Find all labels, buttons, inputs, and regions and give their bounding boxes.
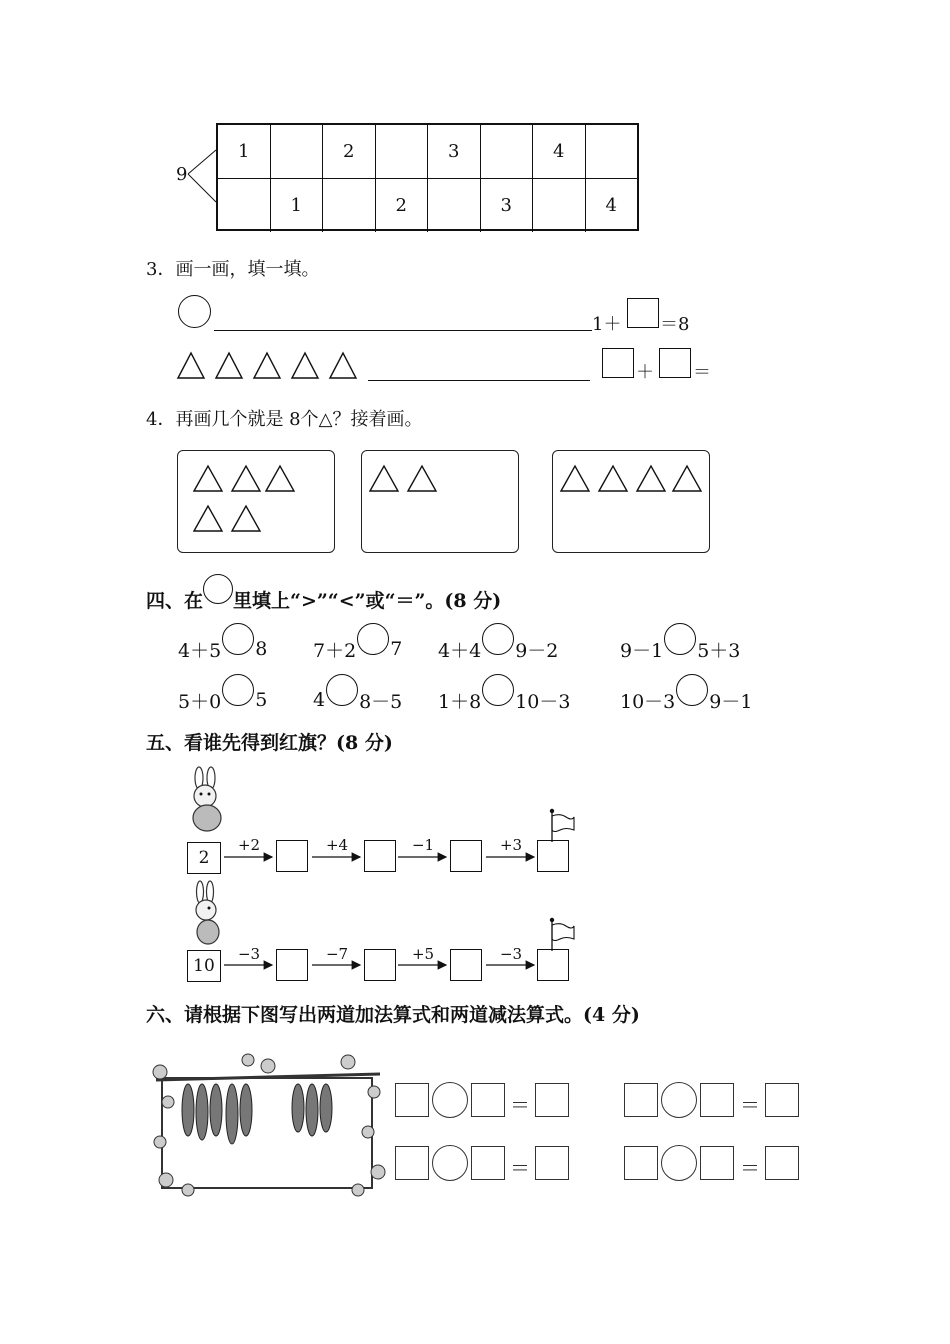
compare-item	[313, 633, 402, 665]
eq-circle[interactable]	[432, 1145, 468, 1181]
decomp-cell[interactable]	[428, 179, 481, 232]
eq-sign: ＝	[740, 1093, 760, 1117]
q4-title: 4．再画几个就是 8个△？接着画。	[146, 409, 423, 430]
answer-box[interactable]	[602, 348, 634, 378]
decomp-cell[interactable]	[218, 179, 271, 232]
sec4-title	[146, 584, 501, 614]
chain2-op: +5	[411, 945, 435, 963]
decomp-split-lines	[186, 148, 218, 208]
triangle-icon	[194, 506, 222, 531]
chain1-op: +2	[237, 836, 261, 854]
compare-right: 5	[255, 689, 268, 711]
sec6-title: 六、请根据下图写出两道加法算式和两道减法算式。(4 分)	[146, 1004, 640, 1026]
circle-shape	[178, 295, 211, 328]
eq2-eq: ＝	[693, 362, 711, 383]
compare-item	[178, 633, 267, 665]
answer-box[interactable]	[627, 298, 659, 328]
compare-circle[interactable]	[222, 623, 254, 655]
decomp-cell[interactable]: 4	[533, 125, 586, 178]
compare-right: 9－2	[515, 639, 559, 662]
eq-circle[interactable]	[661, 1145, 697, 1181]
triangle-icon	[599, 466, 627, 491]
chain1-op: +3	[499, 836, 523, 854]
circle-icon	[203, 574, 233, 604]
eq-circle[interactable]	[432, 1082, 468, 1118]
flag-icon	[548, 917, 578, 951]
decomp-cell[interactable]: 3	[481, 179, 534, 232]
decomp-cell[interactable]	[481, 125, 534, 178]
sec4-title-post: 里填上“>”“<”或“＝”。(8 分)	[233, 589, 502, 612]
triangle-icon	[216, 353, 242, 378]
compare-item	[178, 684, 267, 716]
compare-item	[620, 684, 752, 716]
decomp-table	[216, 123, 639, 231]
eq-sign: ＝	[510, 1156, 530, 1180]
flag-icon	[548, 808, 578, 842]
sec4-title-pre: 四、在	[146, 589, 204, 612]
decomp-cell[interactable]: 2	[376, 179, 429, 232]
compare-circle[interactable]	[357, 623, 389, 655]
triangle-row-icons	[176, 350, 358, 380]
triangle-group	[553, 451, 707, 550]
decomp-cell[interactable]: 4	[605, 195, 617, 216]
eq-sign: ＝	[510, 1093, 530, 1117]
eq-box[interactable]	[471, 1083, 505, 1117]
compare-left: 4＋5	[178, 639, 222, 662]
chain2-start: 10	[187, 950, 221, 982]
chain2-op: −3	[499, 945, 523, 963]
decomp-bottom-row	[218, 178, 637, 232]
decomp-cell[interactable]: 1	[218, 125, 271, 178]
compare-circle[interactable]	[482, 674, 514, 706]
compare-item	[438, 633, 558, 665]
eq-box[interactable]	[765, 1146, 799, 1180]
chain1-answer-box[interactable]	[537, 840, 569, 872]
decomp-cell[interactable]	[533, 179, 586, 232]
cucumber-trellis-illustration	[148, 1052, 396, 1202]
triangle-group	[362, 451, 516, 550]
triangle-icon	[178, 353, 204, 378]
draw-line[interactable]	[368, 380, 590, 381]
compare-right: 7	[390, 638, 403, 660]
rabbit-icon	[185, 766, 230, 834]
compare-left: 4＋4	[438, 639, 482, 662]
chain2-op: −7	[325, 945, 349, 963]
triangle-icon	[194, 466, 222, 491]
chain2-answer-box[interactable]	[450, 949, 482, 981]
compare-item	[620, 633, 740, 665]
triangle-icon	[330, 353, 356, 378]
triangle-icon	[232, 466, 260, 491]
eq-box[interactable]	[471, 1146, 505, 1180]
eq1-right: ＝8	[660, 314, 690, 335]
triangle-icon	[673, 466, 701, 491]
eq-box[interactable]	[395, 1146, 429, 1180]
triangle-icon	[266, 466, 294, 491]
eq-circle[interactable]	[661, 1082, 697, 1118]
eq2-plus: ＋	[636, 362, 654, 383]
eq1-left: 1＋	[592, 314, 622, 335]
decomp-cell[interactable]: 2	[323, 125, 376, 178]
eq-box[interactable]	[624, 1083, 658, 1117]
triangle-icon	[408, 466, 436, 491]
triangle-icon	[637, 466, 665, 491]
chain1-start: 2	[187, 842, 221, 874]
decomp-cell[interactable]: 3	[428, 125, 481, 178]
chain2-answer-box[interactable]	[364, 949, 396, 981]
decomp-cell[interactable]	[376, 125, 429, 178]
eq-box[interactable]	[535, 1083, 569, 1117]
triangle-icon	[254, 353, 280, 378]
decomp-cell[interactable]	[271, 125, 324, 178]
compare-left: 1＋8	[438, 690, 482, 713]
rabbit-icon	[190, 880, 225, 946]
triangle-icon	[370, 466, 398, 491]
drawing-box-3[interactable]	[552, 450, 710, 553]
drawing-box-2[interactable]	[361, 450, 519, 553]
compare-right: 8	[255, 638, 268, 660]
decomp-cell[interactable]	[323, 179, 376, 232]
chain1-answer-box[interactable]	[276, 840, 308, 872]
compare-circle[interactable]	[676, 674, 708, 706]
compare-right: 9－1	[709, 690, 753, 713]
answer-box[interactable]	[659, 348, 691, 378]
chain1-op: −1	[411, 836, 435, 854]
eq-box[interactable]	[395, 1083, 429, 1117]
decomp-cell[interactable]	[586, 125, 638, 178]
sec5-title: 五、看谁先得到红旗？(8 分)	[146, 732, 393, 754]
eq-box[interactable]	[765, 1083, 799, 1117]
chain2-answer-box[interactable]	[537, 949, 569, 981]
draw-line[interactable]	[214, 330, 592, 331]
chain1-answer-box[interactable]	[450, 840, 482, 872]
eq-sign: ＝	[740, 1156, 760, 1180]
compare-left: 10－3	[620, 690, 676, 713]
compare-left: 5＋0	[178, 690, 222, 713]
compare-right: 10－3	[515, 690, 571, 713]
chain2-op: −3	[237, 945, 261, 963]
decomp-cell[interactable]: 1	[271, 179, 324, 232]
eq-box[interactable]	[700, 1146, 734, 1180]
compare-left: 9－1	[620, 639, 664, 662]
chain1-answer-box[interactable]	[364, 840, 396, 872]
decomp-top-row	[218, 125, 637, 178]
compare-left: 7＋2	[313, 639, 357, 662]
triangle-group	[178, 451, 332, 550]
compare-circle[interactable]	[664, 623, 696, 655]
compare-circle[interactable]	[222, 674, 254, 706]
decomp-total: 9	[176, 164, 188, 185]
chain1-op: +4	[325, 836, 349, 854]
q3-title: 3．画一画，填一填。	[146, 259, 320, 280]
compare-circle[interactable]	[326, 674, 358, 706]
drawing-box-1[interactable]	[177, 450, 335, 553]
compare-item	[438, 684, 570, 716]
compare-item	[313, 684, 402, 716]
compare-left: 4	[313, 689, 326, 711]
eq-box[interactable]	[535, 1146, 569, 1180]
compare-right: 5＋3	[697, 639, 741, 662]
eq-box[interactable]	[624, 1146, 658, 1180]
triangle-icon	[561, 466, 589, 491]
triangle-icon	[232, 506, 260, 531]
chain2-answer-box[interactable]	[276, 949, 308, 981]
compare-right: 8－5	[359, 690, 403, 713]
eq-box[interactable]	[700, 1083, 734, 1117]
compare-circle[interactable]	[482, 623, 514, 655]
triangle-icon	[292, 353, 318, 378]
